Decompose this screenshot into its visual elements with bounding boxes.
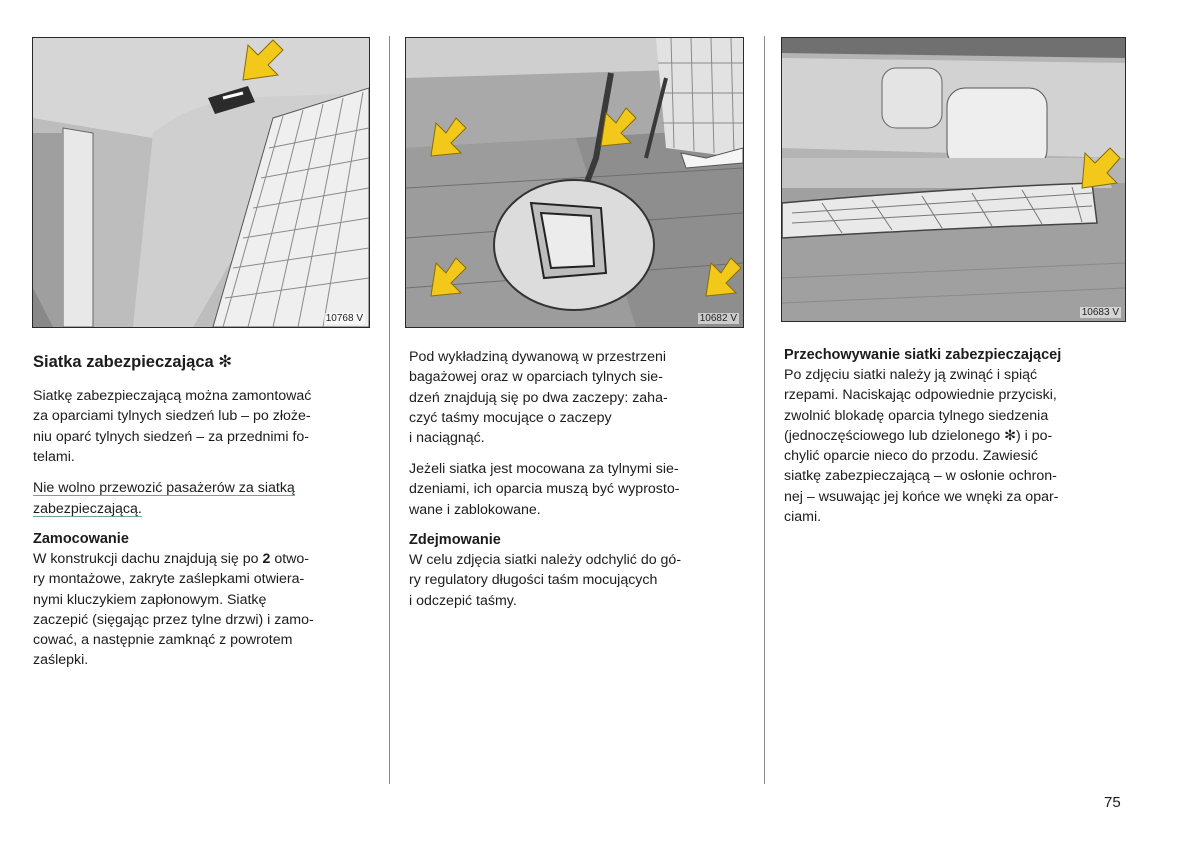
seat-line: Jeżeli siatka jest mocowana za tylnymi sie- <box>409 461 679 477</box>
page-number: 75 <box>1104 794 1121 811</box>
title-text: Siatka zabezpieczająca <box>33 353 214 371</box>
figure-2-illustration <box>406 38 743 327</box>
storage-line: ciami. <box>784 509 822 526</box>
hooks-paragraph <box>409 347 668 448</box>
mounting-line: zaczepić (sięgając przez tylne drzwi) i zamo- <box>33 611 314 628</box>
asterisk-symbol-icon: ✻ <box>1004 427 1016 444</box>
seat-paragraph <box>409 459 679 520</box>
storage-section <box>784 346 1061 527</box>
figure-1-code: 10768 V <box>325 313 363 324</box>
hooks-line: i naciągnąć. <box>409 430 485 447</box>
storage-heading: Przechowywanie siatki zabezpieczającej <box>784 347 1062 363</box>
figure-2-code: 10682 V <box>699 313 737 324</box>
hooks-line: bagażowej oraz w oparciach tylnych sie- <box>409 369 663 386</box>
storage-line: Po zdjęciu siatki należy ją zwinąć i spiąć <box>784 367 1038 383</box>
mounting-line: W konstrukcji dachu znajdują się po 2 otwo- <box>33 551 310 567</box>
warning-line: Nie wolno przewozić pasażerów za siatką <box>33 480 295 496</box>
figure-3-illustration <box>782 38 1125 321</box>
figure-net-storage <box>781 37 1126 322</box>
seat-line: wane i zablokowane. <box>409 501 541 518</box>
mounting-line: zaślepki. <box>33 652 89 669</box>
mounting-section <box>33 530 314 671</box>
intro-line: telami. <box>33 448 75 465</box>
seat-line: dzeniami, ich oparcia muszą być wyprosto- <box>409 481 680 498</box>
intro-paragraph <box>33 386 311 467</box>
storage-line: nej – wsuwając jej końce we wnęki za opar- <box>784 488 1059 505</box>
column-divider-1 <box>389 36 390 784</box>
hooks-line: czyć taśmy mocujące o zaczepy <box>409 409 612 426</box>
asterisk-symbol-icon: ✻ <box>218 353 233 371</box>
page-title <box>33 352 232 372</box>
warning-line: zabezpieczającą. <box>33 501 142 517</box>
hooks-line: Pod wykładziną dywanową w przestrzeni <box>409 349 667 365</box>
removal-line: W celu zdjęcia siatki należy odchylić do gó- <box>409 552 682 568</box>
removal-line: ry regulatory długości taśm mocujących <box>409 572 658 589</box>
column-divider-2 <box>764 36 765 784</box>
mounting-line: nymi kluczykiem zapłonowym. Siatkę <box>33 591 267 608</box>
warning-note <box>33 478 295 520</box>
hooks-line: dzeń znajdują się po dwa zaczepy: zaha- <box>409 389 668 406</box>
storage-line: rzepami. Naciskając odpowiednie przyciski, <box>784 387 1057 404</box>
removal-line: i odczepić taśmy. <box>409 592 517 609</box>
mounting-line: cować, a następnie zamknąć z powrotem <box>33 632 293 649</box>
intro-line: Siatkę zabezpieczającą można zamontować <box>33 388 312 404</box>
intro-line: za oparciami tylnych siedzeń lub – po złoże- <box>33 408 311 425</box>
figure-1-illustration <box>33 38 369 327</box>
storage-line: (jednoczęściowego lub dzielonego ✻) i po- <box>784 427 1053 444</box>
storage-line: siatkę zabezpieczającą – w osłonie ochron- <box>784 468 1057 485</box>
removal-section <box>409 531 681 611</box>
mounting-heading: Zamocowanie <box>33 531 129 547</box>
storage-line: chylić oparcie nieco do przodu. Zawiesić <box>784 448 1038 465</box>
figure-3-code: 10683 V <box>1081 307 1119 318</box>
intro-line: niu oparć tylnych siedzeń – za przednimi fo- <box>33 428 310 445</box>
removal-heading: Zdejmowanie <box>409 532 501 548</box>
mounting-line: ry montażowe, zakryte zaślepkami otwiera- <box>33 571 305 588</box>
figure-floor-hooks <box>405 37 744 328</box>
storage-line: zwolnić blokadę oparcia tylnego siedzenia <box>784 407 1049 424</box>
figure-net-roof-mount <box>32 37 370 328</box>
